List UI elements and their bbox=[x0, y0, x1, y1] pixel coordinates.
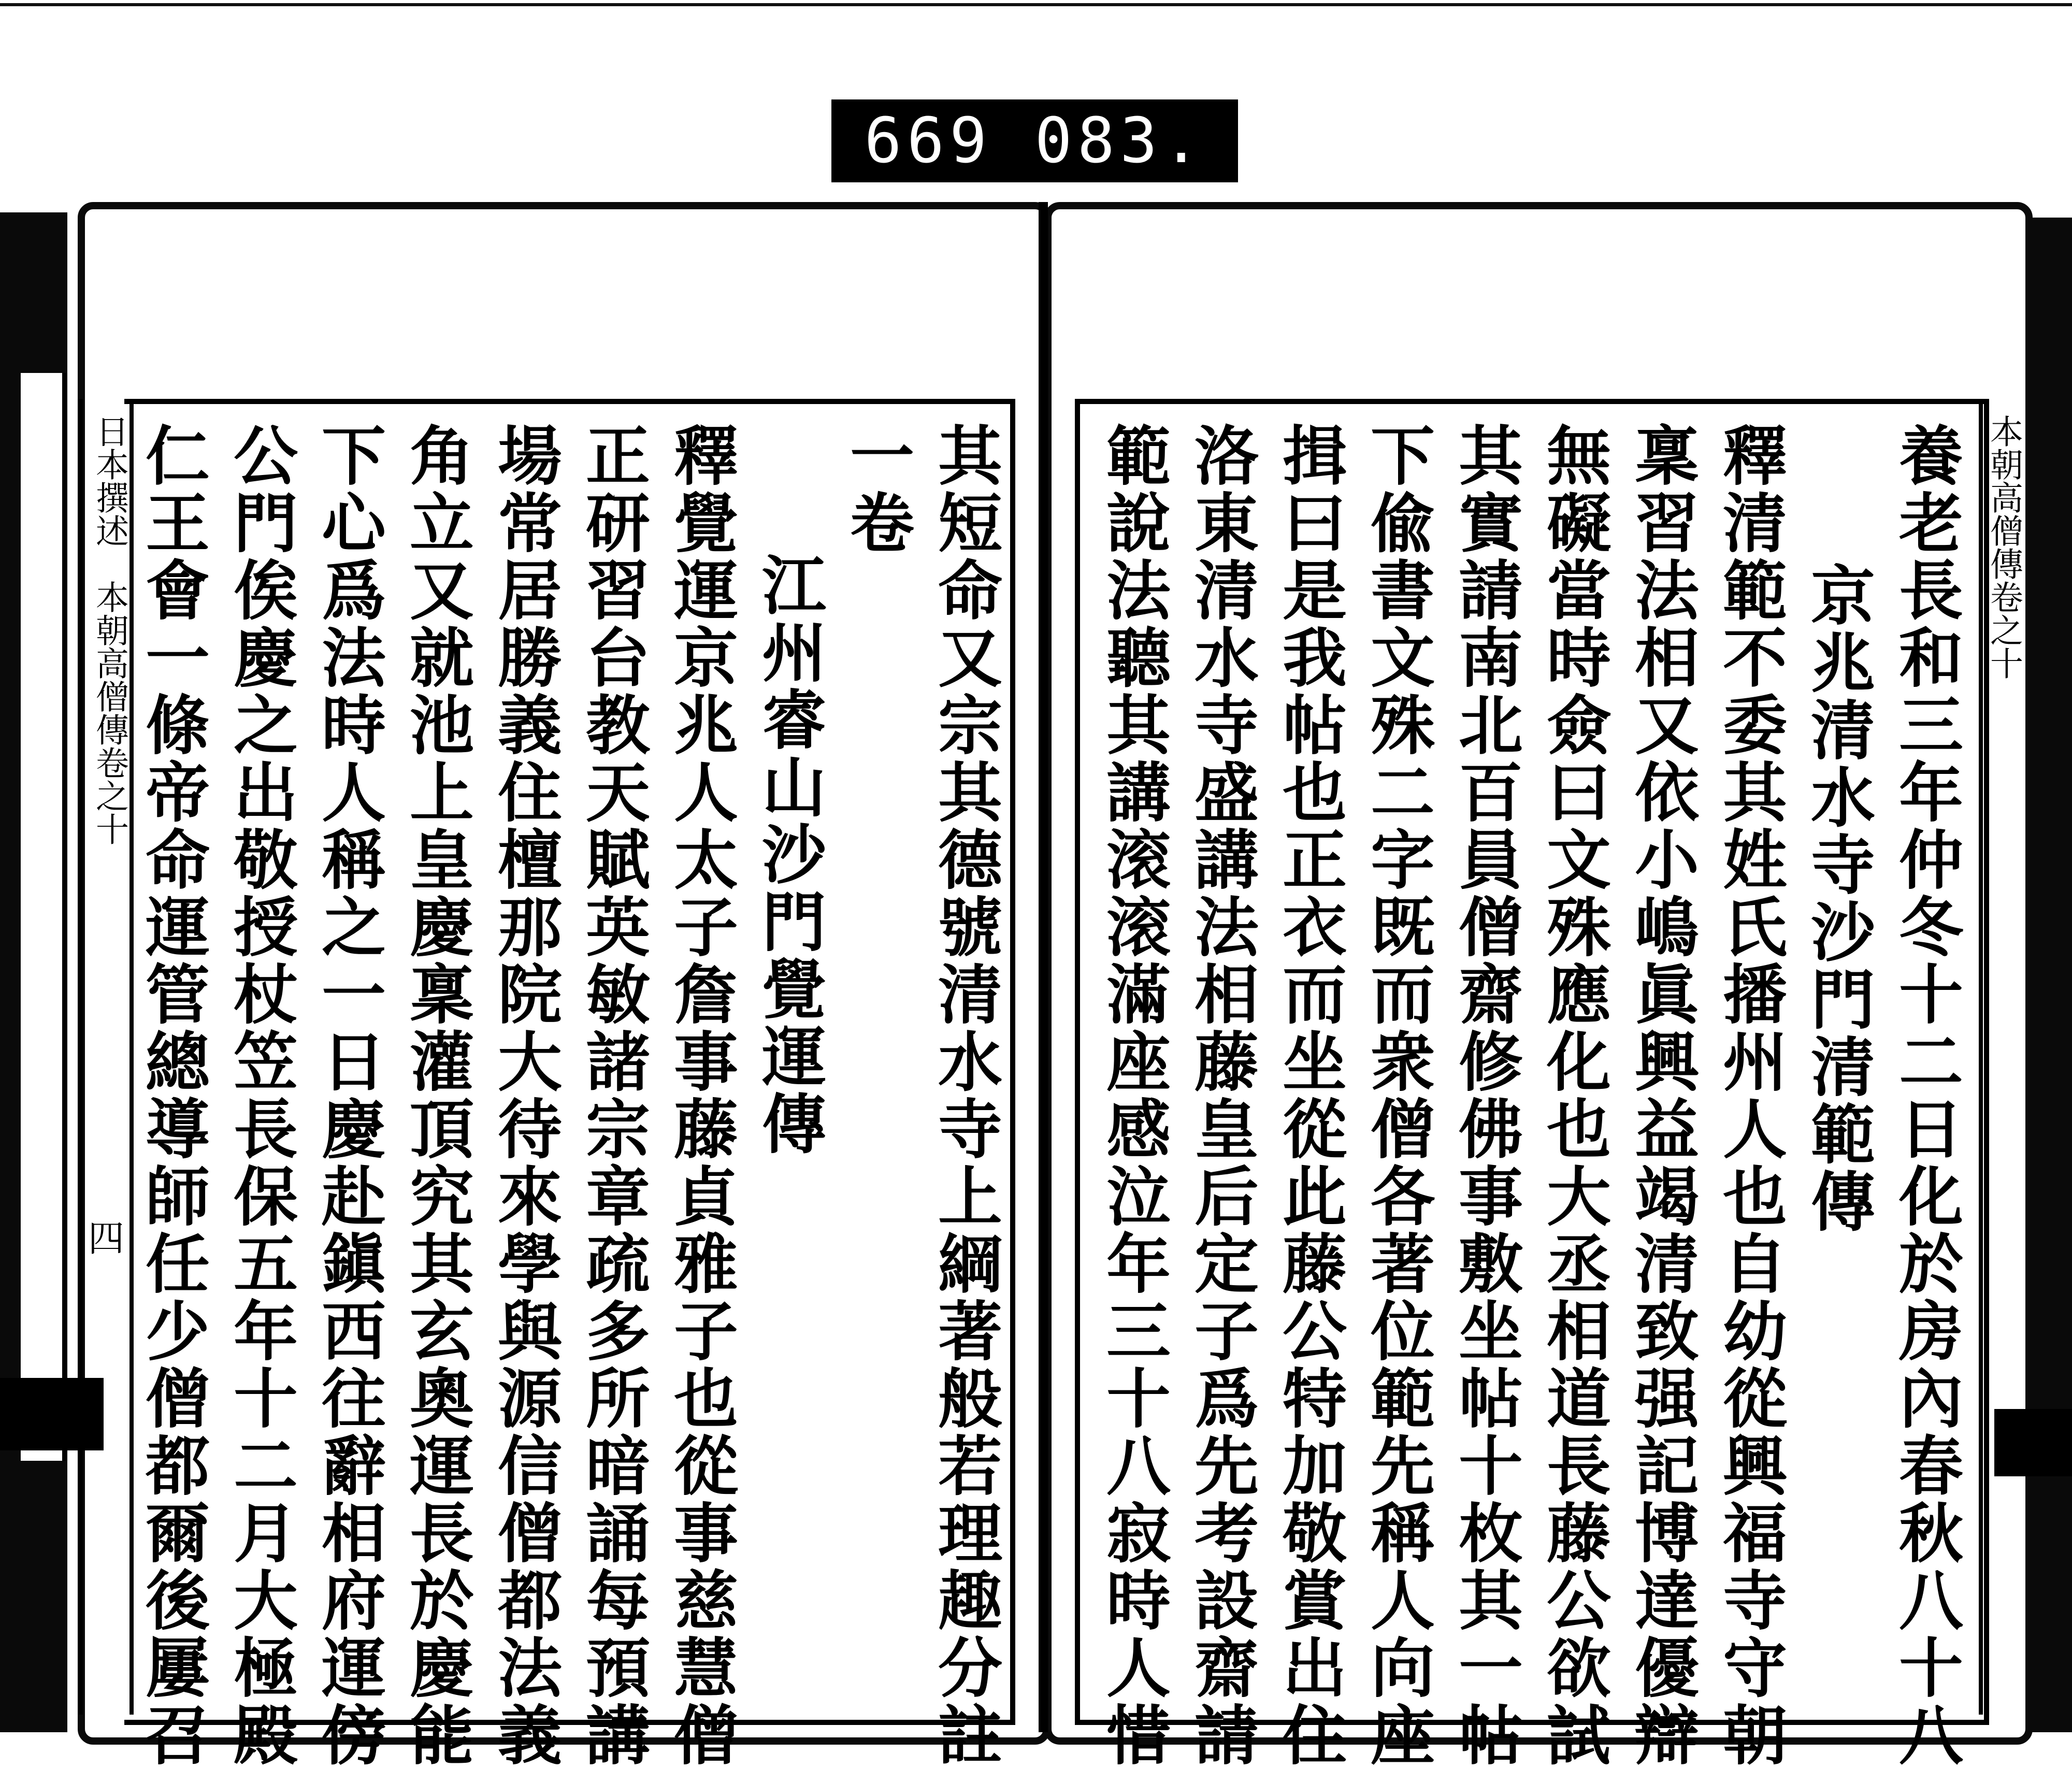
scan-smudge-left bbox=[0, 1378, 104, 1450]
right-column-4: 稟習法相又依小嶋眞興益竭清致强記博達優辯 bbox=[1624, 422, 1699, 1769]
right-column-3: 釋清範不委其姓氏播州人也自幼從興福寺守朝 bbox=[1712, 422, 1787, 1769]
top-rule bbox=[0, 3, 2072, 6]
scan-smudge-right bbox=[1994, 1409, 2072, 1476]
right-column-7: 下偸書文殊二字既而衆僧各著位範先稱人向座 bbox=[1360, 422, 1435, 1769]
left-column-2: 一卷 bbox=[839, 422, 914, 557]
right-column-2: 京兆清水寺沙門清範傳 bbox=[1800, 562, 1875, 1235]
left-column-4: 釋覺運京兆人太子詹事藤貞雅子也從事慈慧僧 bbox=[663, 422, 738, 1769]
left-column-8: 下心爲法時人稱之一日慶赴鎭西往辭相府運傍 bbox=[311, 422, 386, 1769]
right-margin-title: 本朝高僧傳卷之十 bbox=[1984, 414, 2023, 680]
right-column-10: 範說法聽其講滚滚滿座感泣年三十八寂時人惜 bbox=[1096, 422, 1171, 1769]
left-column-5: 正研習台教天賦英敏諸宗章疏多所暗誦每預講 bbox=[575, 422, 650, 1769]
left-column-6: 場常居勝義住檀那院大待來學與源信僧都法義 bbox=[487, 422, 562, 1769]
book-spine bbox=[1039, 202, 1048, 1732]
label-text: 669 083. bbox=[864, 105, 1205, 177]
microfilm-label bbox=[831, 99, 1238, 182]
left-column-10: 仁王會一條帝命運管總導師任少僧都爾後屢召 bbox=[135, 422, 210, 1769]
right-column-6: 其實請南北百員僧齋修佛事敷坐帖十枚其一帖 bbox=[1448, 422, 1523, 1769]
right-column-1: 養老長和三年仲冬十二日化於房內春秋八十八 bbox=[1888, 422, 1963, 1769]
left-column-3: 江州睿山沙門覺運傳 bbox=[751, 552, 826, 1158]
left-page-number: 四 bbox=[88, 1217, 124, 1260]
left-edge-strip bbox=[21, 373, 67, 1461]
left-margin-title: 日本撰述 本朝高僧傳卷之十 bbox=[90, 414, 128, 845]
right-column-8: 揖曰是我帖也正衣而坐從此藤公特加敬賞出住 bbox=[1272, 422, 1347, 1769]
left-column-9: 公門俟慶之出敬授杖笠長保五年十二月大極殿 bbox=[223, 422, 298, 1769]
right-column-5: 無礙當時僉曰文殊應化也大丞相道長藤公欲試 bbox=[1536, 422, 1611, 1769]
left-column-1: 其短命又宗其德號清水寺上綱著般若理趣分註 bbox=[927, 422, 1002, 1769]
right-column-9: 洛東清水寺盛講法相藤皇后定子爲先考設齋請 bbox=[1184, 422, 1259, 1769]
left-column-7: 角立又就池上皇慶稟灌頂究其玄奧運長於慶能 bbox=[399, 422, 474, 1769]
